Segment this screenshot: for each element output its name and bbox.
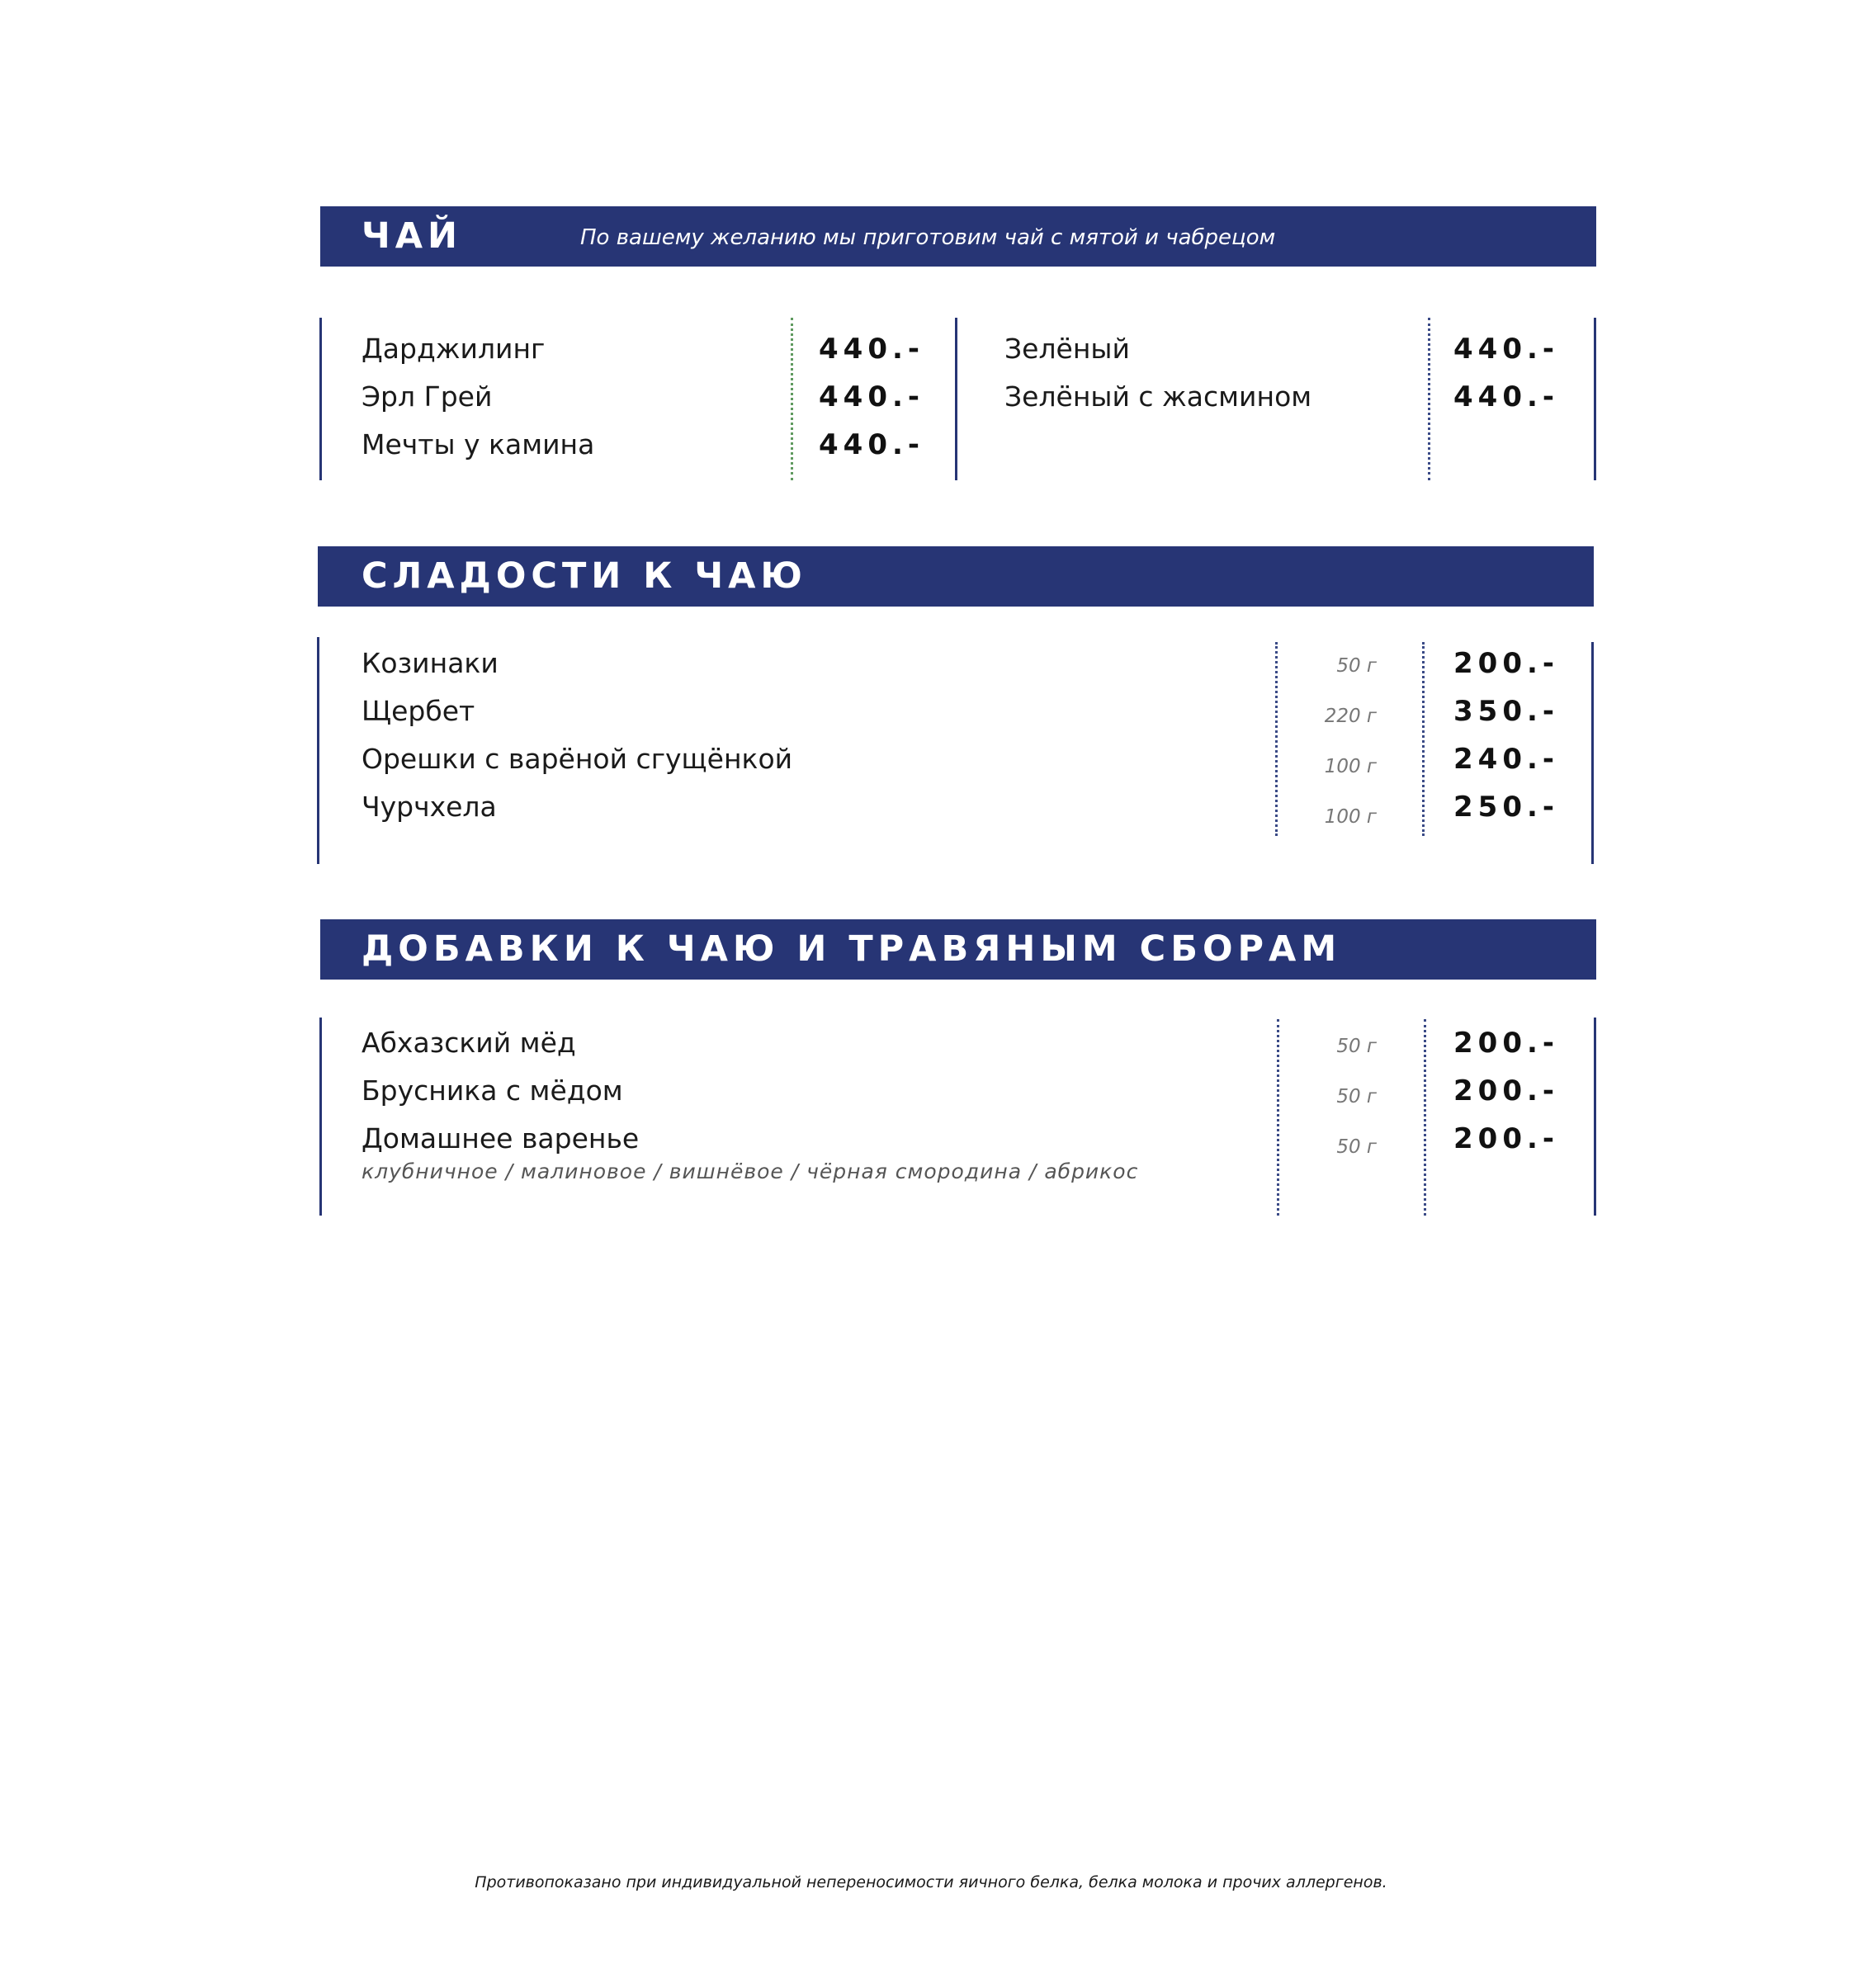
sweets-weight-sherbet: 220 г — [1324, 706, 1377, 727]
tea-item-darjeeling: Дарджилинг — [362, 333, 546, 365]
sweets-item-sherbet: Щербет — [362, 695, 475, 727]
additions-homemade-jam-flavors: клубничное / малиновое / вишнёвое / чёрная смородина / абрикос — [362, 1159, 1139, 1183]
tea-middle-border — [955, 318, 957, 480]
sweets-right-border — [1591, 642, 1594, 864]
tea-price-green-jasmine: 440.- — [1453, 380, 1559, 413]
sweets-price-churchkhela: 250.- — [1453, 791, 1559, 824]
tea-left-border — [319, 318, 322, 480]
additions-price-dotted-divider — [1424, 1019, 1426, 1216]
additions-weight-lingonberry-honey: 50 г — [1336, 1086, 1377, 1107]
sweets-price-nuts-condensed-milk: 240.- — [1453, 743, 1559, 776]
additions-item-abkhaz-honey: Абхазский мёд — [362, 1027, 576, 1059]
additions-item-homemade-jam: Домашнее варенье — [362, 1122, 640, 1155]
sweets-weight-churchkhela: 100 г — [1324, 806, 1377, 828]
tea-price-darjeeling: 440.- — [819, 333, 924, 366]
sweets-weight-nuts-condensed-milk: 100 г — [1324, 756, 1377, 777]
additions-price-lingonberry-honey: 200.- — [1453, 1074, 1559, 1107]
tea-price-fireplace-dreams: 440.- — [819, 428, 924, 461]
sweets-weight-kozinaki: 50 г — [1336, 655, 1377, 677]
allergen-disclaimer: Противопоказано при индивидуальной непереносимости яичного белка, белка молока и прочих аллергенов. — [475, 1873, 1387, 1891]
additions-price-homemade-jam: 200.- — [1453, 1122, 1559, 1155]
sweets-item-churchkhela: Чурчхела — [362, 791, 497, 823]
sweets-price-sherbet: 350.- — [1453, 695, 1559, 728]
additions-price-abkhaz-honey: 200.- — [1453, 1027, 1559, 1060]
tea-section-note: По вашему желанию мы приготовим чай с мятой и чабрецом — [580, 225, 1276, 250]
additions-item-lingonberry-honey: Брусника с мёдом — [362, 1074, 623, 1107]
tea-right-border — [1594, 318, 1596, 480]
sweets-price-dotted-divider — [1422, 642, 1425, 836]
tea-item-fireplace-dreams: Мечты у камина — [362, 428, 595, 460]
sweets-item-nuts-condensed-milk: Орешки с варёной сгущёнкой — [362, 743, 793, 775]
additions-weight-homemade-jam: 50 г — [1336, 1136, 1377, 1158]
sweets-item-kozinaki: Козинаки — [362, 647, 499, 679]
tea-price-earl-grey: 440.- — [819, 380, 924, 413]
sweets-header-bar — [318, 546, 1594, 607]
tea-item-green-jasmine: Зелёный с жасмином — [1004, 380, 1312, 413]
sweets-price-kozinaki: 200.- — [1453, 647, 1559, 680]
sweets-section-title: СЛАДОСТИ К ЧАЮ — [362, 555, 807, 597]
additions-right-border — [1594, 1018, 1596, 1216]
tea-item-green: Зелёный — [1004, 333, 1130, 365]
tea-price-green: 440.- — [1453, 333, 1559, 366]
tea-section-title: ЧАЙ — [362, 215, 463, 257]
tea-header-bar — [320, 206, 1596, 267]
additions-weight-abkhaz-honey: 50 г — [1336, 1036, 1377, 1057]
additions-section-title: ДОБАВКИ К ЧАЮ И ТРАВЯНЫМ СБОРАМ — [362, 928, 1342, 970]
sweets-left-border — [317, 637, 319, 864]
tea-item-earl-grey: Эрл Грей — [362, 380, 493, 413]
additions-left-border — [319, 1018, 322, 1216]
additions-header-bar — [320, 919, 1596, 980]
